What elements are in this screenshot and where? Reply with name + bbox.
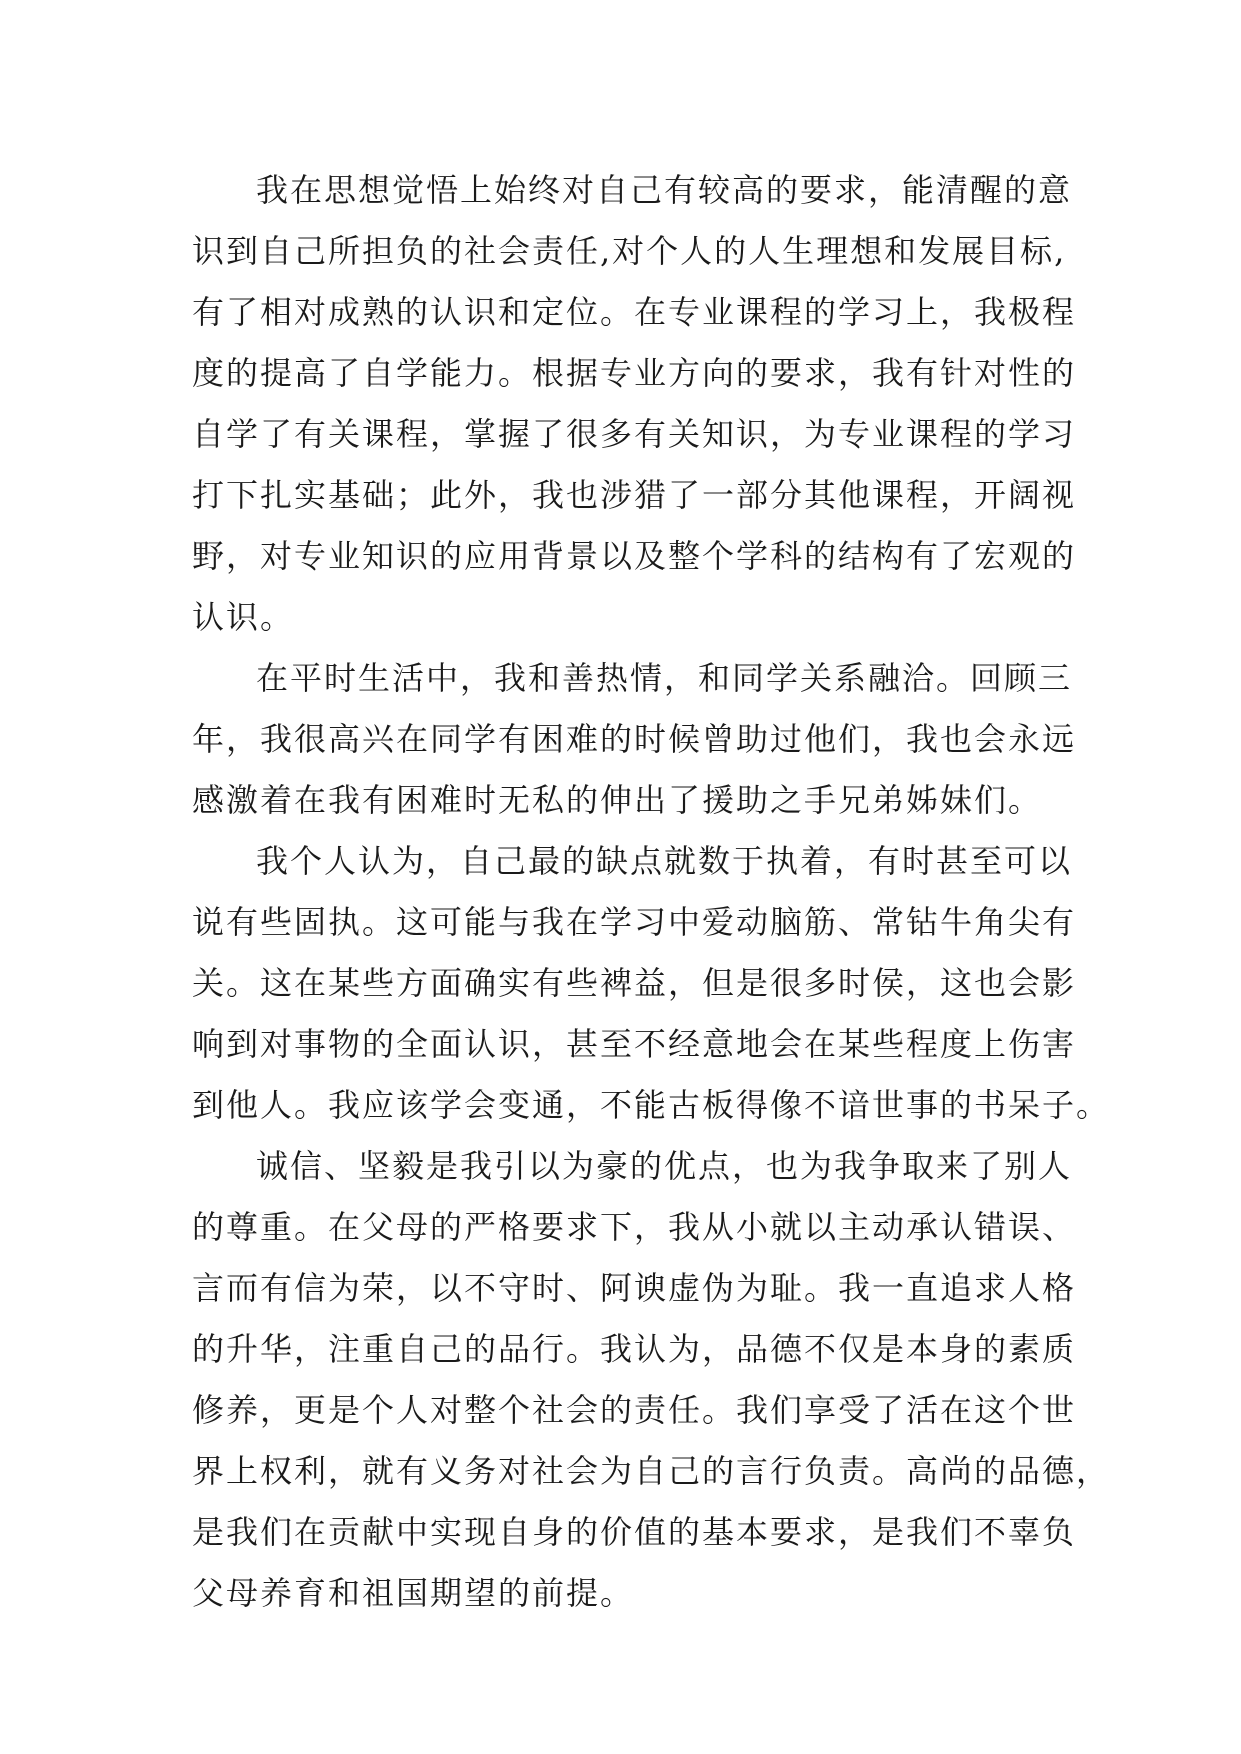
text-line: 自学了有关课程，掌握了很多有关知识，为专业课程的学习 [192,415,1077,453]
text-line: 父母养育和祖国期望的前提。 [192,1574,635,1612]
text-line: 关。这在某些方面确实有些裨益，但是很多时侯，这也会影 [192,964,1077,1002]
text-line: 年，我很高兴在同学有困难的时候曾助过他们，我也会永远 [192,720,1077,758]
text-line: 说有些固执。这可能与我在学习中爱动脑筋、常钻牛角尖有 [192,903,1077,941]
text-line: 的尊重。在父母的严格要求下，我从小就以主动承认错误、 [192,1208,1077,1246]
text-line: 在平时生活中，我和善热情，和同学关系融洽。回顾三 [256,659,1073,697]
text-line: 言而有信为荣，以不守时、阿谀虚伪为耻。我一直追求人格 [192,1269,1077,1307]
paragraph-shortcoming [192,831,1111,1136]
text-line: 到他人。我应该学会变通，不能古板得像不谙世事的书呆子。 [192,1086,1111,1124]
text-line: 认识。 [192,598,295,636]
text-line: 的升华，注重自己的品行。我认为，品德不仅是本身的素质 [192,1330,1077,1368]
text-line: 界上权利，就有义务对社会为自己的言行负责。高尚的品德， [192,1452,1111,1490]
text-line: 打下扎实基础；此外，我也涉猎了一部分其他课程，开阔视 [192,476,1077,514]
text-line: 有了相对成熟的认识和定位。在专业课程的学习上，我极程 [192,293,1077,331]
paragraph-life [192,648,1077,831]
text-line: 我在思想觉悟上始终对自己有较高的要求，能清醒的意 [256,171,1073,209]
text-line: 诚信、坚毅是我引以为豪的优点，也为我争取来了别人 [256,1147,1073,1185]
text-line: 度的提高了自学能力。根据专业方向的要求，我有针对性的 [192,354,1077,392]
paragraph-ideology [192,160,1077,648]
text-line: 修养，更是个人对整个社会的责任。我们享受了活在这个世 [192,1391,1077,1429]
text-line: 感激着在我有困难时无私的伸出了援助之手兄弟姊妹们。 [192,781,1043,819]
document-body [192,160,1111,1624]
text-line: 响到对事物的全面认识，甚至不经意地会在某些程度上伤害 [192,1025,1077,1063]
text-line: 是我们在贡献中实现自身的价值的基本要求，是我们不辜负 [192,1513,1077,1551]
paragraph-strengths [192,1136,1111,1624]
text-line: 我个人认为，自己最的缺点就数于执着，有时甚至可以 [256,842,1073,880]
text-line: 野，对专业知识的应用背景以及整个学科的结构有了宏观的 [192,537,1077,575]
text-line: 识到自己所担负的社会责任,对个人的人生理想和发展目标, [192,232,1067,270]
